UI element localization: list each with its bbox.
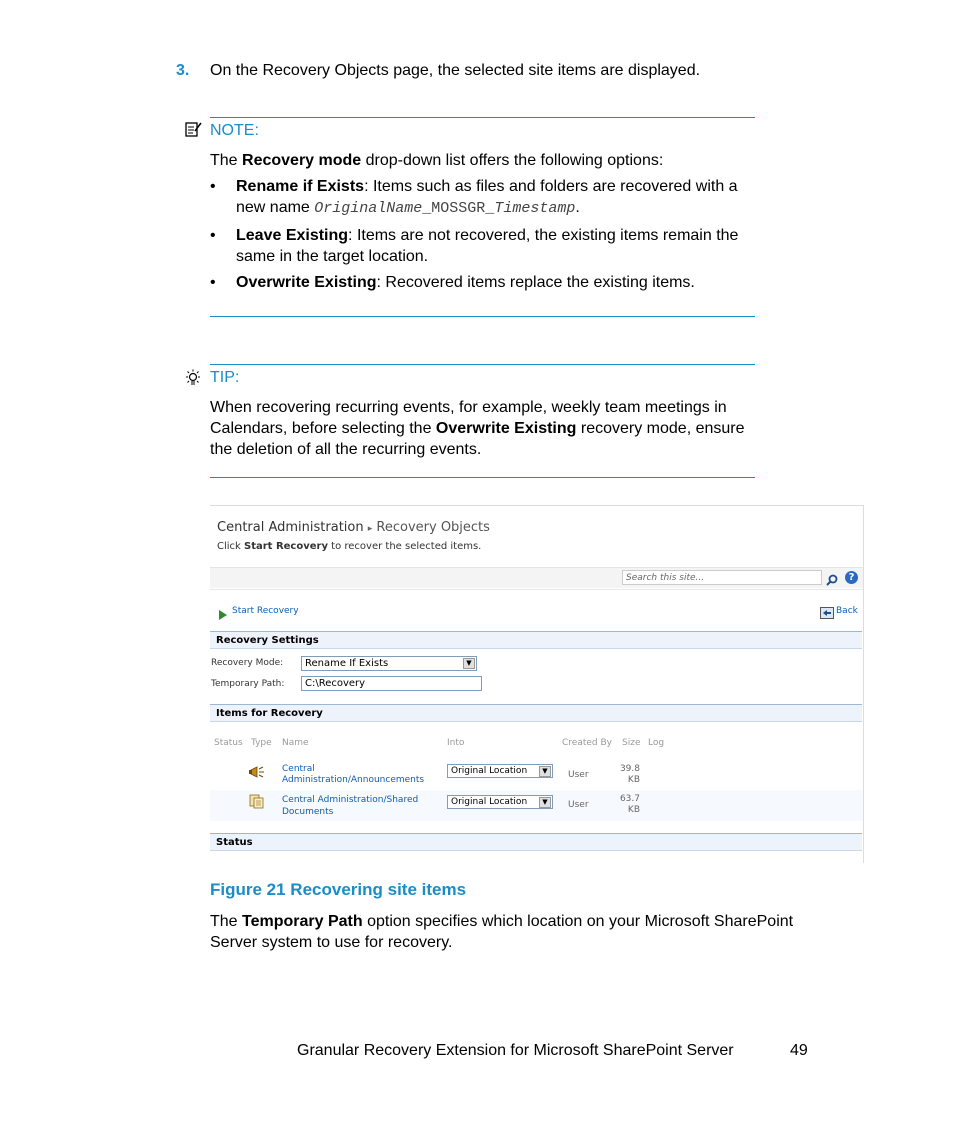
note-bottom-rule bbox=[210, 316, 755, 317]
tip-title: TIP: bbox=[210, 369, 240, 386]
announcement-icon bbox=[249, 764, 265, 778]
play-icon bbox=[219, 605, 227, 615]
step-number: 3. bbox=[176, 62, 190, 79]
item-size: 63.7 KB bbox=[619, 794, 640, 815]
chevron-down-icon[interactable]: ▼ bbox=[539, 797, 551, 808]
items-for-recovery-header: Items for Recovery bbox=[210, 704, 862, 722]
item-size: 39.8 KB bbox=[619, 764, 640, 785]
created-by: User bbox=[568, 800, 589, 810]
temporary-path-label: Temporary Path: bbox=[211, 679, 285, 689]
breadcrumb-page: Recovery Objects bbox=[376, 520, 490, 535]
chevron-down-icon[interactable]: ▼ bbox=[463, 658, 475, 669]
chevron-down-icon[interactable]: ▼ bbox=[539, 766, 551, 777]
status-header: Status bbox=[210, 833, 862, 851]
bullet-dot: • bbox=[210, 227, 216, 244]
lightbulb-icon bbox=[184, 369, 202, 387]
start-recovery-button[interactable]: Start Recovery bbox=[232, 606, 299, 616]
column-header-log: Log bbox=[648, 738, 665, 748]
into-select[interactable]: Original Location ▼ bbox=[447, 764, 553, 778]
breadcrumb bbox=[217, 520, 490, 535]
search-icon[interactable] bbox=[826, 571, 838, 583]
column-header-type: Type bbox=[251, 738, 272, 748]
page-instruction: Click Start Recovery to recover the selected items. bbox=[217, 541, 482, 552]
item-name-link[interactable]: Central Administration/Announcements bbox=[282, 764, 425, 785]
tip-text: When recovering recurring events, for example, weekly team meetings in Calendars, before selecting the Overwrite Existing recovery mode, ensure the deletion of all the recurring events. bbox=[210, 399, 745, 458]
tip-top-rule bbox=[210, 364, 755, 365]
table-row bbox=[210, 759, 863, 789]
figure-caption: Figure 21 Recovering site items bbox=[210, 880, 467, 899]
note-title: NOTE: bbox=[210, 122, 259, 139]
search-input[interactable]: Search this site... bbox=[622, 570, 822, 585]
help-icon[interactable]: ? bbox=[845, 571, 858, 584]
recovery-mode-select[interactable] bbox=[301, 656, 477, 671]
document-library-icon bbox=[249, 794, 265, 809]
created-by: User bbox=[568, 770, 589, 780]
recovery-objects-screenshot bbox=[210, 505, 864, 863]
column-header-status: Status bbox=[214, 738, 243, 748]
bullet-dot: • bbox=[210, 274, 216, 291]
column-header-size: Size bbox=[622, 738, 641, 748]
note-top-rule bbox=[210, 117, 755, 118]
column-header-into: Into bbox=[447, 738, 465, 748]
breadcrumb-root[interactable]: Central Administration bbox=[217, 520, 364, 535]
recovery-mode-value: Rename If Exists bbox=[305, 658, 389, 669]
breadcrumb-separator: ▸ bbox=[367, 524, 373, 534]
page-number: 49 bbox=[790, 1042, 808, 1059]
column-header-created-by: Created By bbox=[562, 738, 612, 748]
recovery-mode-label: Recovery Mode: bbox=[211, 658, 284, 668]
table-row bbox=[210, 790, 863, 821]
recovery-settings-header: Recovery Settings bbox=[210, 631, 862, 649]
step-text: On the Recovery Objects page, the selected site items are displayed. bbox=[210, 62, 701, 79]
into-select[interactable]: Original Location ▼ bbox=[447, 795, 553, 809]
body-paragraph: The Temporary Path option specifies which location on your Microsoft SharePoint Server system to use for recovery. bbox=[210, 913, 794, 951]
toolbar-divider bbox=[210, 589, 863, 590]
footer-title: Granular Recovery Extension for Microsoft SharePoint Server bbox=[297, 1042, 734, 1059]
note-icon bbox=[184, 121, 202, 139]
temporary-path-input[interactable]: C:\Recovery bbox=[301, 676, 482, 691]
column-header-name: Name bbox=[282, 738, 309, 748]
tip-bottom-rule bbox=[210, 477, 755, 478]
back-icon[interactable] bbox=[820, 604, 834, 616]
bullet-dot: • bbox=[210, 178, 216, 195]
back-button[interactable]: Back bbox=[836, 606, 858, 616]
item-name-link[interactable]: Central Administration/Shared Documents bbox=[282, 795, 419, 817]
note-intro: The Recovery mode drop-down list offers the following options: bbox=[210, 152, 664, 169]
